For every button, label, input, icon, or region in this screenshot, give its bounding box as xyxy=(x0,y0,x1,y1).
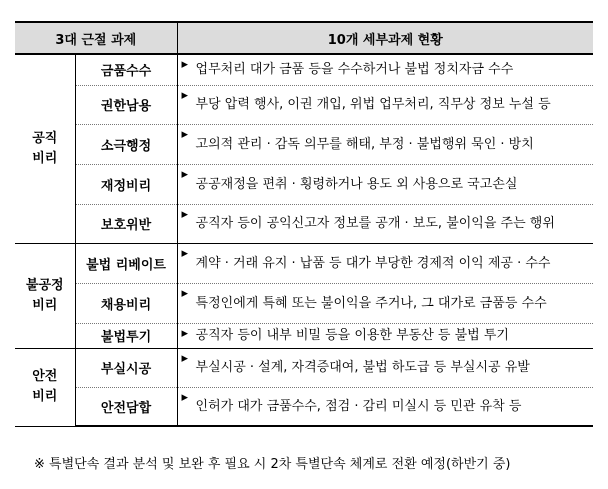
bullet-icon: ▸ xyxy=(181,245,189,261)
category-cell: 채용비리 xyxy=(75,283,177,323)
description-text: 인허가 대가 금품수수, 점검 · 감리 미실시 등 민관 유착 등 xyxy=(195,398,522,414)
category-cell: 재정비리 xyxy=(75,164,177,204)
footnote: ※ 특별단속 결과 분석 및 보완 후 필요 시 2차 특별단속 체계로 전환 예정(하반기 중) xyxy=(34,457,511,472)
bullet-icon: ▸ xyxy=(181,285,189,301)
category-cell: 소극행정 xyxy=(75,124,177,164)
description-cell xyxy=(177,85,593,124)
table-row xyxy=(15,323,593,348)
description-cell xyxy=(177,54,593,85)
corruption-tasks-table xyxy=(15,21,593,427)
table-header-row xyxy=(15,22,593,54)
description-text: 부실시공 · 설계, 자격증대여, 불법 하도급 등 부실시공 유발 xyxy=(195,360,530,375)
bullet-icon: ▸ xyxy=(181,166,189,182)
table-row xyxy=(15,348,593,387)
description-text: 공직자 등이 공익신고자 정보를 공개 · 보도, 불이익을 주는 행위 xyxy=(195,216,555,231)
category-cell: 불법투기 xyxy=(75,323,177,348)
table-row xyxy=(15,283,593,323)
description-cell xyxy=(177,348,593,387)
table-row xyxy=(15,54,593,85)
table-row xyxy=(15,243,593,283)
group-name: 공직 비리 xyxy=(15,54,75,243)
category-cell: 부실시공 xyxy=(75,348,177,387)
description-text: 공직자 등이 내부 비밀 등을 이용한 부동산 등 불법 투기 xyxy=(195,328,509,343)
description-cell xyxy=(177,387,593,426)
category-cell: 권한남용 xyxy=(75,85,177,124)
description-text: 특정인에게 특혜 또는 불이익을 주거나, 그 대가로 금품등 수수 xyxy=(195,295,547,311)
bullet-icon: ▸ xyxy=(181,206,189,222)
description-cell xyxy=(177,204,593,243)
table-row xyxy=(15,204,593,243)
description-text: 업무처리 대가 금품 등을 수수하거나 불법 정치자금 수수 xyxy=(195,62,514,78)
bullet-icon: ▸ xyxy=(181,325,189,341)
header-sub-tasks: 10개 세부과제 현황 xyxy=(177,22,593,54)
description-text: 고의적 관리 · 감독 의무를 해태, 부정 · 불법행위 묵인 · 방치 xyxy=(195,136,534,152)
bullet-icon: ▸ xyxy=(181,87,189,103)
bullet-icon: ▸ xyxy=(181,389,189,405)
category-cell: 안전담합 xyxy=(75,387,177,426)
category-cell: 금품수수 xyxy=(75,54,177,85)
description-cell xyxy=(177,323,593,348)
category-cell: 불법 리베이트 xyxy=(75,243,177,283)
header-main-tasks: 3대 근절 과제 xyxy=(15,22,177,54)
description-cell xyxy=(177,124,593,164)
group-name: 불공정 비리 xyxy=(15,243,75,348)
description-cell xyxy=(177,243,593,283)
table-row xyxy=(15,85,593,124)
description-cell xyxy=(177,283,593,323)
table-row xyxy=(15,387,593,426)
corruption-table-container xyxy=(15,21,593,427)
description-cell xyxy=(177,164,593,204)
table-row xyxy=(15,124,593,164)
bullet-icon: ▸ xyxy=(181,57,189,72)
category-cell: 보호위반 xyxy=(75,204,177,243)
table-row xyxy=(15,164,593,204)
group-name: 안전 비리 xyxy=(15,348,75,426)
description-text: 부당 압력 행사, 이권 개입, 위법 업무처리, 직무상 정보 누설 등 xyxy=(195,97,551,112)
description-text: 계약 · 거래 유지 · 납품 등 대가 부당한 경제적 이익 제공 · 수수 xyxy=(195,255,551,271)
description-text: 공공재정을 편취 · 횡령하거나 용도 외 사용으로 국고손실 xyxy=(195,176,518,192)
bullet-icon: ▸ xyxy=(181,126,189,142)
table-body xyxy=(15,54,593,426)
bullet-icon: ▸ xyxy=(181,350,189,366)
